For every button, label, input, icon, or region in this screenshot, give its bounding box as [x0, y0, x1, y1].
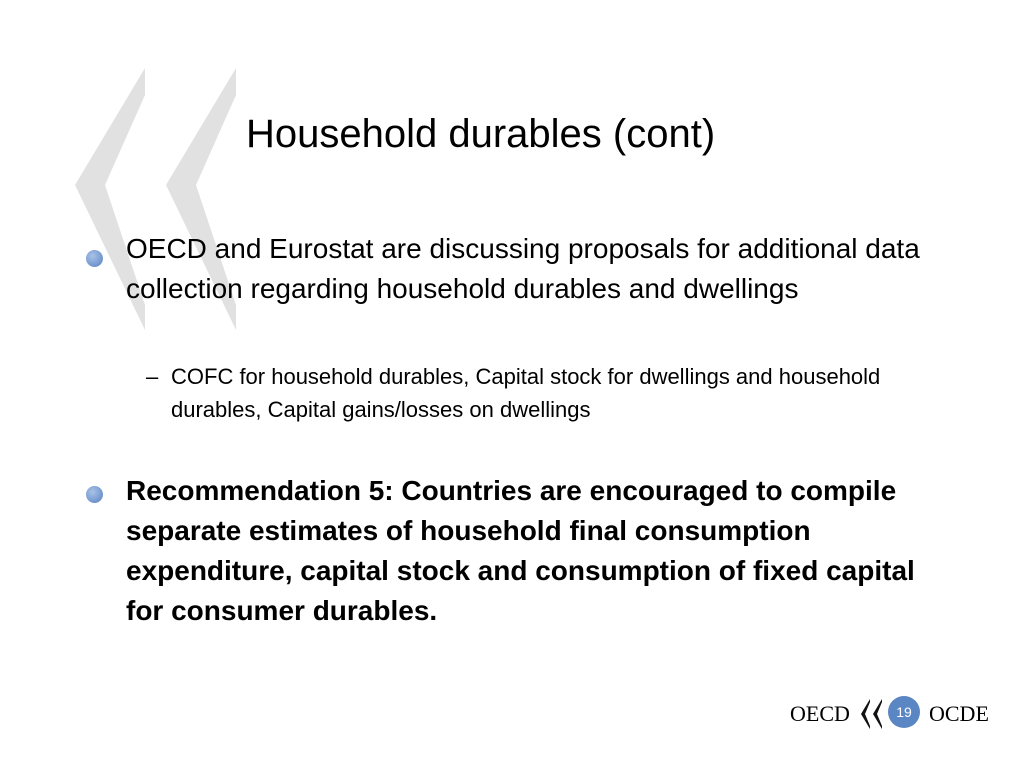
recommendation-text: Recommendation 5: Countries are encouraged to compile separate estimates of household final consumption expenditure, capital stock and consumption of fixed capital for consumer durables. — [126, 475, 915, 626]
oecd-chevron-icon — [858, 697, 888, 731]
slide-title: Household durables (cont) — [246, 112, 716, 156]
footer-org-en: OECD — [790, 701, 850, 726]
bullet-text: OECD and Eurostat are discussing proposals for additional data collection regarding household durables and dwellings — [126, 233, 920, 304]
bullet-dot-icon — [86, 250, 103, 267]
bullet-dot-icon — [86, 486, 103, 503]
sub-bullet-dash: – — [146, 364, 159, 389]
footer-org-fr: OCDE — [929, 701, 989, 726]
page-number-badge: 19 — [888, 696, 920, 728]
sub-bullet-text: COFC for household durables, Capital stock for dwellings and household durables, Capital gains/losses on dwellings — [171, 364, 881, 422]
